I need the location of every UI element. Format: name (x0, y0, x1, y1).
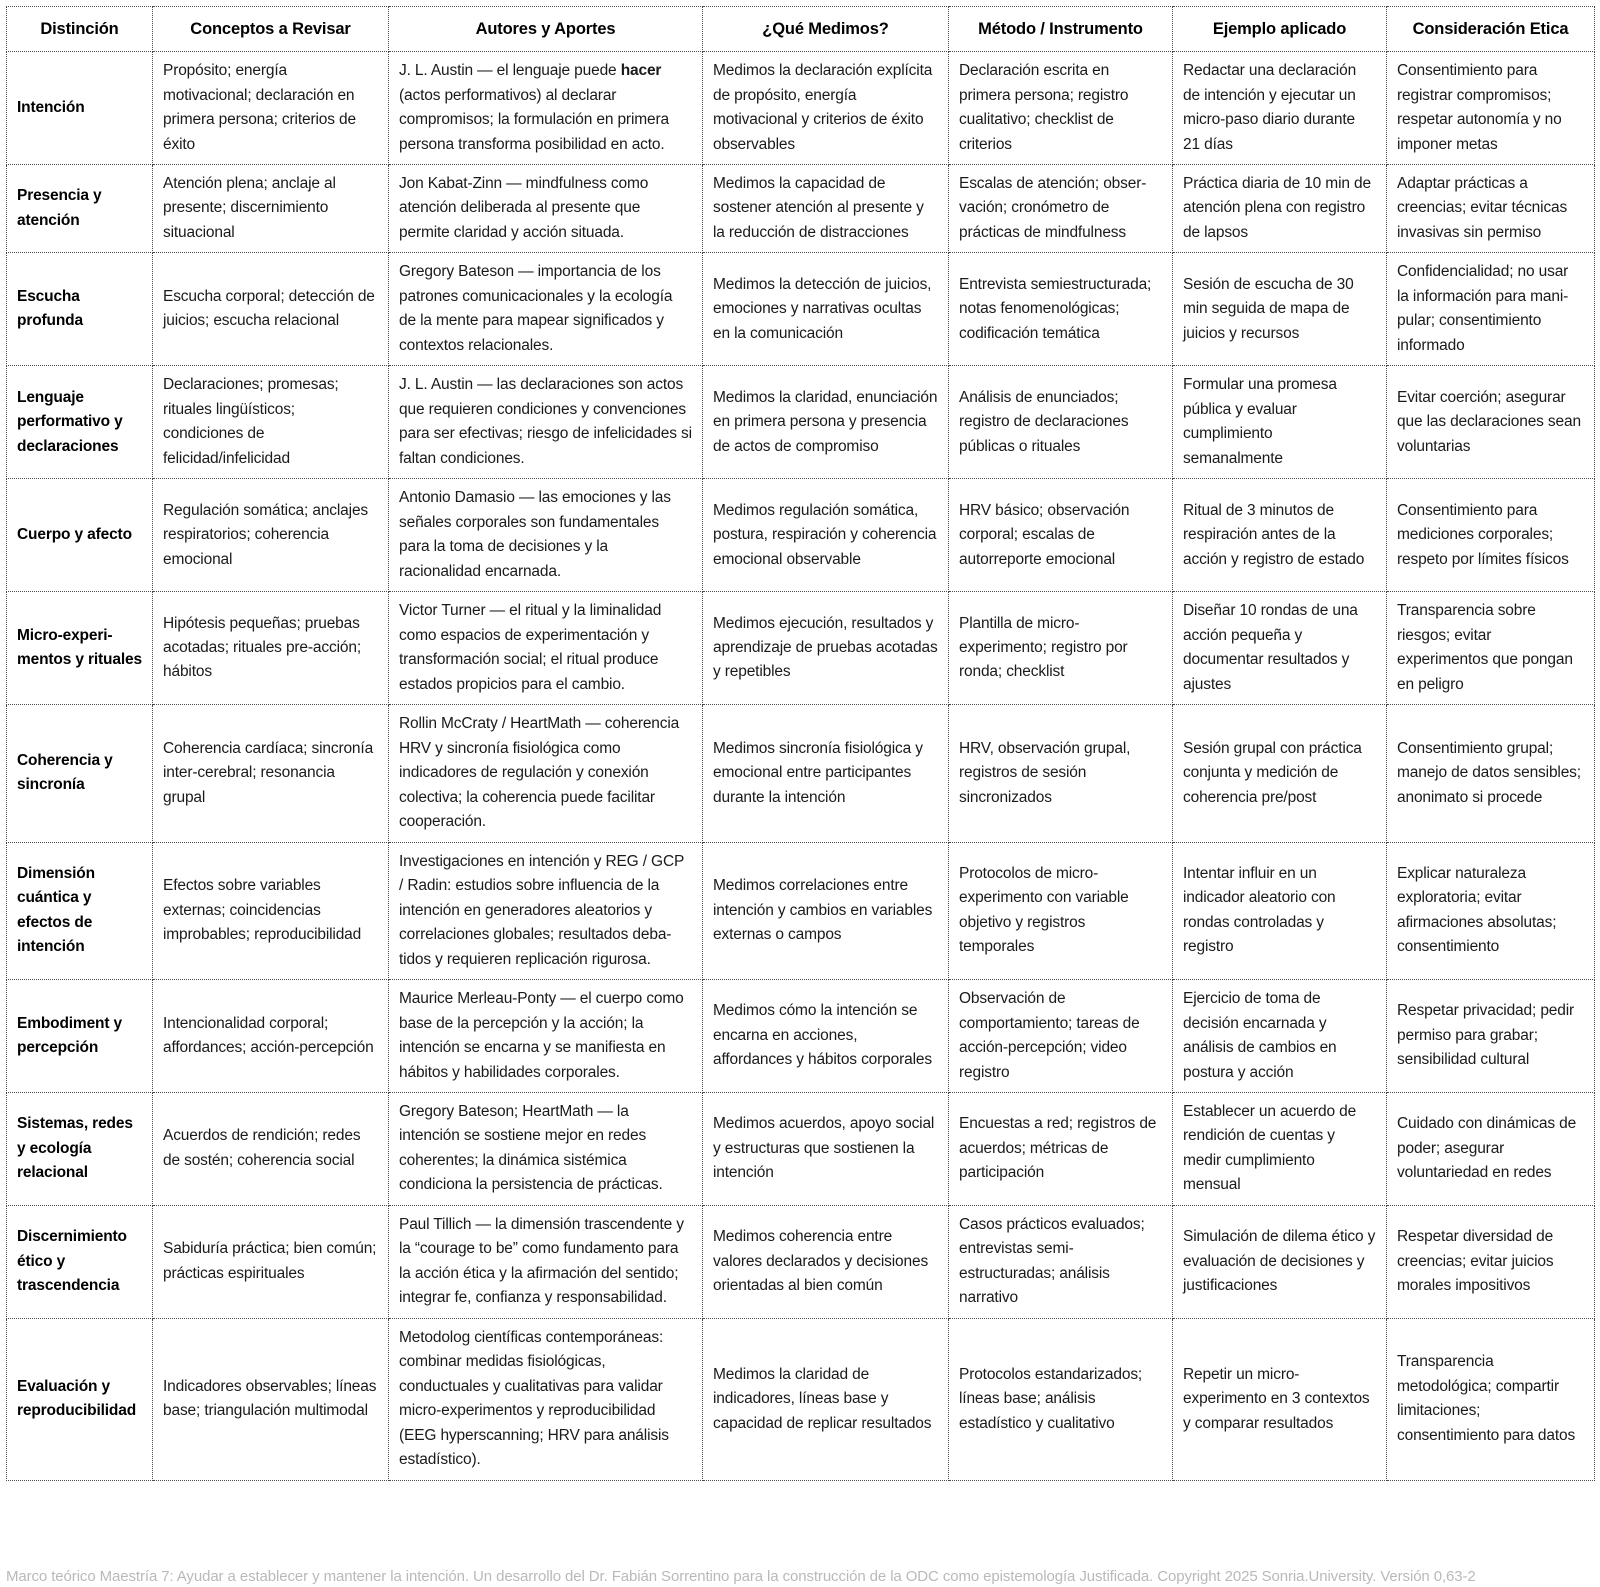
table-cell: Consentimiento grupal; manejo de datos sensibles; anonimato si procede (1387, 705, 1595, 842)
table-cell: Escucha corporal; detección de juicios; escucha relacional (153, 253, 389, 366)
table-cell: Atención plena; anclaje al presente; discernimiento situacional (153, 165, 389, 253)
column-header: Autores y Aportes (389, 7, 703, 52)
table-row (7, 479, 1595, 592)
table-cell: Rollin McCraty / HeartMath — coherencia HRV y sincronía fisiológica como indicadores de regulación y conexión colectiva; la coherencia puede facilitar cooperación. (389, 705, 703, 842)
table-cell: Análisis de enunciados; registro de declaraciones públicas o rituales (949, 366, 1173, 479)
table-header-row (7, 7, 1595, 52)
row-label: Cuerpo y afecto (7, 479, 153, 592)
row-label: Dimensión cuántica y efectos de intención (7, 842, 153, 979)
table-cell: Medimos la claridad de indicadores, líneas base y capacidad de replicar resultados (703, 1318, 949, 1480)
document-footer-note: Marco teórico Maestría 7: Ayudar a establecer y mantener la intención. Un desarrollo del Dr. Fabián Sorrentino para la construcción de la ODC como epistemología Justificada. Copyright 2025 Sonria.University. Versión 0,63-2 (6, 1568, 1476, 1585)
table-cell: Respetar diversidad de creencias; evitar juicios morales impositivos (1387, 1205, 1595, 1318)
table-cell: Protocolos estandarizados; líneas base; análisis estadístico y cualitativo (949, 1318, 1173, 1480)
row-label: Discernimiento ético y trascendencia (7, 1205, 153, 1318)
table-cell: Ritual de 3 minutos de respiración antes de la acción y registro de estado (1173, 479, 1387, 592)
table-cell: Gregory Bateson — importancia de los patrones comunicacionales y la ecología de la mente para mapear significados y contextos relacionales. (389, 253, 703, 366)
column-header: Consideración Etica (1387, 7, 1595, 52)
table-cell: Intentar influir en un indicador aleatorio con rondas controladas y registro (1173, 842, 1387, 979)
table-row (7, 52, 1595, 165)
table-cell: Hipótesis pequeñas; pruebas acotadas; rituales pre-acción; hábitos (153, 592, 389, 705)
table-row (7, 842, 1595, 979)
row-label: Sistemas, redes y ecología relacional (7, 1092, 153, 1205)
table-cell: Respetar privacidad; pedir permiso para grabar; sensibilidad cultural (1387, 980, 1595, 1093)
table-cell: Medimos ejecución, resultados y aprendizaje de pruebas acotadas y repetibles (703, 592, 949, 705)
table-row (7, 592, 1595, 705)
table-cell: Escalas de atención; obser-vación; cronómetro de prácticas de mindfulness (949, 165, 1173, 253)
table-cell: Gregory Bateson; HeartMath — la intención se sostiene mejor en redes coherentes; la dinámica sistémica condiciona la persistencia de prácticas. (389, 1092, 703, 1205)
column-header: Método / Instrumento (949, 7, 1173, 52)
table-cell: Medimos la detección de juicios, emociones y narrativas ocultas en la comunicación (703, 253, 949, 366)
table-cell: Consentimiento para mediciones corporales; respeto por límites físicos (1387, 479, 1595, 592)
column-header: Distinción (7, 7, 153, 52)
table-cell: Indicadores observables; líneas base; triangulación multimodal (153, 1318, 389, 1480)
table-cell: Medimos correlaciones entre intención y cambios en variables externas o campos (703, 842, 949, 979)
table-cell: Formular una promesa pública y evaluar cumplimiento semanalmente (1173, 366, 1387, 479)
table-cell: Medimos la capacidad de sostener atención al presente y la reducción de distracciones (703, 165, 949, 253)
table-row (7, 366, 1595, 479)
row-label: Lenguaje performativo y declaraciones (7, 366, 153, 479)
table-cell: Cuidado con dinámicas de poder; asegurar voluntariedad en redes (1387, 1092, 1595, 1205)
table-cell: Sabiduría práctica; bien común; prácticas espirituales (153, 1205, 389, 1318)
table-row (7, 980, 1595, 1093)
table-cell: Declaración escrita en primera persona; registro cualitativo; checklist de criterios (949, 52, 1173, 165)
table-cell: Paul Tillich — la dimensión trascendente y la “courage to be” como fundamento para la acción ética y la afirmación del sentido; integrar fe, confianza y responsabilidad. (389, 1205, 703, 1318)
table-cell: Efectos sobre variables externas; coincidencias improbables; reproducibilidad (153, 842, 389, 979)
table-cell: Transparencia metodológica; compartir limitaciones; consentimiento para datos (1387, 1318, 1595, 1480)
table-cell: Acuerdos de rendición; redes de sostén; coherencia social (153, 1092, 389, 1205)
table-cell: Establecer un acuerdo de rendición de cuentas y medir cumplimiento mensual (1173, 1092, 1387, 1205)
table-row (7, 1205, 1595, 1318)
column-header: Ejemplo aplicado (1173, 7, 1387, 52)
table-cell: Jon Kabat-Zinn — mindfulness como atención deliberada al presente que permite claridad y acción situada. (389, 165, 703, 253)
table-cell: Victor Turner — el ritual y la liminalidad como espacios de experimentación y transformación social; el ritual produce estados propicios para el cambio. (389, 592, 703, 705)
row-label: Presencia y atención (7, 165, 153, 253)
row-label: Intención (7, 52, 153, 165)
table-cell: HRV básico; observación corporal; escalas de autorreporte emocional (949, 479, 1173, 592)
table-cell: Redactar una declaración de intención y ejecutar un micro-paso diario durante 21 días (1173, 52, 1387, 165)
table-cell: Regulación somática; anclajes respiratorios; coherencia emocional (153, 479, 389, 592)
table-cell: Declaraciones; promesas; rituales lingüísticos; condiciones de felicidad/infelicidad (153, 366, 389, 479)
row-label: Escucha profunda (7, 253, 153, 366)
table-cell: J. L. Austin — el lenguaje puede hacer (actos performativos) al declarar compromisos; la formulación en primera persona transforma posibilidad en acto. (389, 52, 703, 165)
table-body (7, 52, 1595, 1481)
table-cell: Explicar naturaleza exploratoria; evitar afirmaciones absolutas; consentimiento (1387, 842, 1595, 979)
table-cell: Antonio Damasio — las emociones y las señales corporales son fundamentales para la toma de decisiones y la racionalidad encarnada. (389, 479, 703, 592)
table-cell: Adaptar prácticas a creencias; evitar técnicas invasivas sin permiso (1387, 165, 1595, 253)
table-cell: Metodolog científicas contemporáneas: combinar medidas fisiológicas, conductuales y cualitativas para validar micro-experimentos y reproducibilidad (EEG hyperscanning; HRV para análisis estadístico). (389, 1318, 703, 1480)
row-label: Embodiment y percepción (7, 980, 153, 1093)
table-cell: Confidencialidad; no usar la información para mani-pular; consentimiento informado (1387, 253, 1595, 366)
table-cell: Diseñar 10 rondas de una acción pequeña y documentar resultados y ajustes (1173, 592, 1387, 705)
table-cell: Repetir un micro-experimento en 3 contextos y comparar resultados (1173, 1318, 1387, 1480)
table-cell: Medimos la claridad, enunciación en primera persona y presencia de actos de compromiso (703, 366, 949, 479)
table-cell: Ejercicio de toma de decisión encarnada y análisis de cambios en postura y acción (1173, 980, 1387, 1093)
table-row (7, 165, 1595, 253)
table-cell: Propósito; energía motivacional; declaración en primera persona; criterios de éxito (153, 52, 389, 165)
table-cell: Observación de comportamiento; tareas de acción-percepción; video registro (949, 980, 1173, 1093)
table-cell: Consentimiento para registrar compromisos; respetar autonomía y no imponer metas (1387, 52, 1595, 165)
table-cell: Simulación de dilema ético y evaluación de decisiones y justificaciones (1173, 1205, 1387, 1318)
table-cell: Práctica diaria de 10 min de atención plena con registro de lapsos (1173, 165, 1387, 253)
table-row (7, 1318, 1595, 1480)
table-cell: Intencionalidad corporal; affordances; acción-percepción (153, 980, 389, 1093)
table-cell: Medimos sincronía fisiológica y emocional entre participantes durante la intención (703, 705, 949, 842)
column-header: ¿Qué Medimos? (703, 7, 949, 52)
column-header: Conceptos a Revisar (153, 7, 389, 52)
table-cell: Medimos regulación somática, postura, respiración y coherencia emocional observable (703, 479, 949, 592)
table-row (7, 1092, 1595, 1205)
table-cell: Evitar coerción; asegurar que las declaraciones sean voluntarias (1387, 366, 1595, 479)
table-cell: Investigaciones en intención y REG / GCP / Radin: estudios sobre influencia de la intención en generadores aleatorios y correlaciones globales; resultados deba-tidos y requieren replicación rigurosa. (389, 842, 703, 979)
table-cell: Sesión grupal con práctica conjunta y medición de coherencia pre/post (1173, 705, 1387, 842)
table-cell: Encuestas a red; registros de acuerdos; métricas de participación (949, 1092, 1173, 1205)
table-cell: HRV, observación grupal, registros de sesión sincronizados (949, 705, 1173, 842)
table-cell: J. L. Austin — las declaraciones son actos que requieren condiciones y convenciones para ser efectivas; riesgo de infelicidades si faltan condiciones. (389, 366, 703, 479)
table-row (7, 705, 1595, 842)
table-cell: Medimos la declaración explícita de propósito, energía motivacional y criterios de éxito observables (703, 52, 949, 165)
table-cell: Plantilla de micro-experimento; registro por ronda; checklist (949, 592, 1173, 705)
row-label: Micro-experi-mentos y rituales (7, 592, 153, 705)
table-cell: Sesión de escucha de 30 min seguida de mapa de juicios y recursos (1173, 253, 1387, 366)
table-cell: Transparencia sobre riesgos; evitar experimentos que pongan en peligro (1387, 592, 1595, 705)
table-cell: Medimos coherencia entre valores declarados y decisiones orientadas al bien común (703, 1205, 949, 1318)
table-cell: Protocolos de micro-experimento con variable objetivo y registros temporales (949, 842, 1173, 979)
table-cell: Medimos cómo la intención se encarna en acciones, affordances y hábitos corporales (703, 980, 949, 1093)
row-label: Coherencia y sincronía (7, 705, 153, 842)
table-cell: Coherencia cardíaca; sincronía inter-cerebral; resonancia grupal (153, 705, 389, 842)
row-label: Evaluación y reproducibilidad (7, 1318, 153, 1480)
table-cell: Maurice Merleau-Ponty — el cuerpo como base de la percepción y la acción; la intención se encarna y se manifiesta en hábitos y habilidades corporales. (389, 980, 703, 1093)
table-cell: Entrevista semiestructurada; notas fenomenológicas; codificación temática (949, 253, 1173, 366)
table-row (7, 253, 1595, 366)
table-cell: Casos prácticos evaluados; entrevistas semi-estructuradas; análisis narrativo (949, 1205, 1173, 1318)
theoretical-framework-table (6, 6, 1595, 1481)
table-cell: Medimos acuerdos, apoyo social y estructuras que sostienen la intención (703, 1092, 949, 1205)
